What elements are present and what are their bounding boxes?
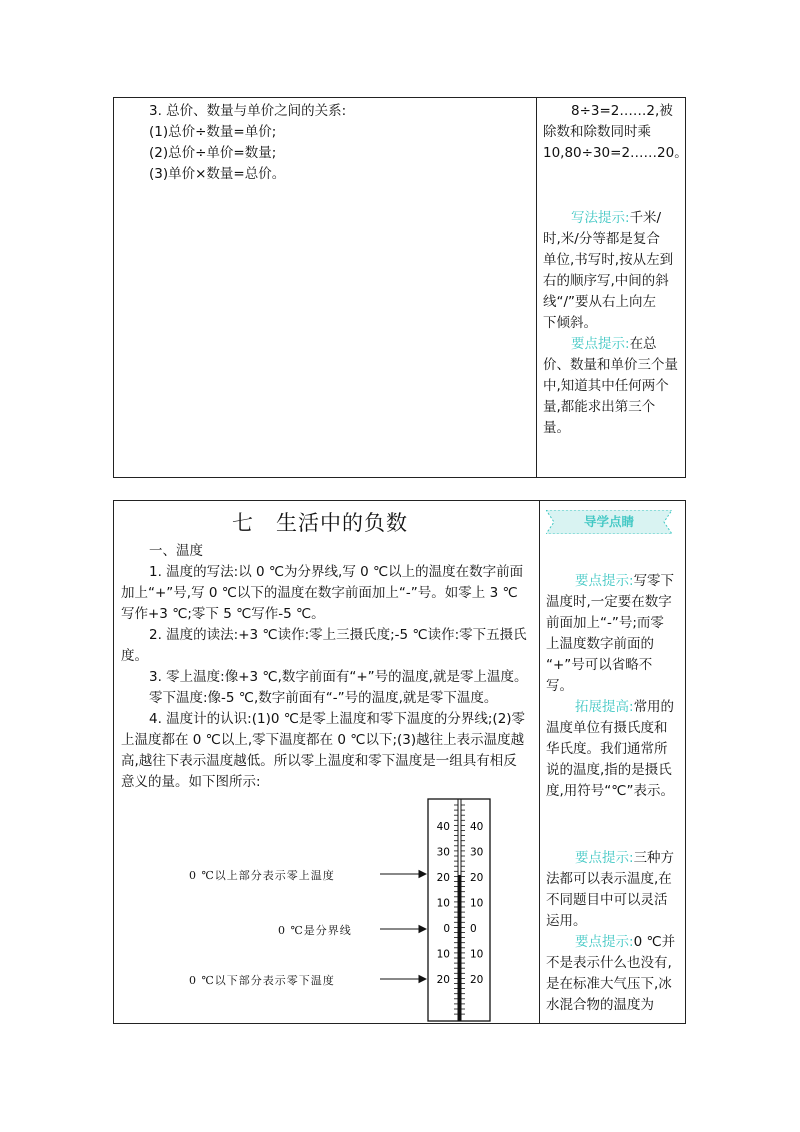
scale-number: 0 (443, 923, 450, 935)
side-hint-4: 要点提示:0 ℃并 (575, 934, 676, 950)
paragraph-line: 1. 温度的写法:以 0 ℃为分界线,写 0 ℃以上的温度在数字前面 (149, 564, 524, 580)
paragraph-line: 度。 (121, 648, 148, 664)
scale-number: 20 (436, 872, 450, 884)
relation-heading: 3. 总价、数量与单价之间的关系: (149, 103, 347, 119)
key-hint-line: 量,都能求出第三个 (543, 399, 656, 415)
side-hint-line: 法都可以表示温度,在 (546, 871, 672, 887)
scale-number: 20 (436, 974, 450, 986)
below-zero-label: 0 ℃以下部分表示零下温度 (189, 974, 335, 987)
side-hint-3: 要点提示:三种方 (575, 850, 675, 866)
scale-number: 20 (470, 974, 484, 986)
paragraph-line: 2. 温度的读法:+3 ℃读作:零上三摄氏度;-5 ℃读作:零下五摄氏 (149, 627, 527, 643)
scale-number: 10 (470, 897, 484, 910)
section-heading: 一、温度 (149, 543, 203, 559)
bottom-table-divider (539, 500, 540, 1024)
side-hint-1: 要点提示:写零下 (575, 573, 675, 589)
writing-hint-line: 线“/”要从右上向左 (543, 294, 657, 310)
hint-tag: 拓展提高: (575, 699, 634, 715)
hint-tag: 要点提示: (575, 850, 634, 866)
paragraph-line: 加上“+”号,写 0 ℃以下的温度在数字前面加上“-”号。如零上 3 ℃ (121, 585, 518, 601)
side-hint-line: 华氏度。我们通常所 (546, 741, 668, 757)
paragraph-line: 写作+3 ℃;零下 5 ℃写作-5 ℃。 (121, 606, 325, 622)
side-hint-2: 拓展提高:常用的 (575, 699, 675, 715)
scale-number: 30 (436, 846, 450, 859)
side-example-line: 除数和除数同时乘 (543, 124, 651, 140)
side-hint-line: 写。 (546, 678, 573, 694)
side-hint-line: “+”号可以省略不 (546, 657, 653, 673)
scale-number: 10 (436, 897, 450, 910)
thermometer-svg (380, 795, 500, 1025)
writing-hint-line: 右的顺序写,中间的斜 (543, 273, 669, 289)
scale-number: 10 (470, 948, 484, 961)
hint-tag: 要点提示: (575, 573, 634, 589)
writing-hint-line: 时,米/分等都是复合 (543, 231, 660, 247)
side-hint-line: 运用。 (546, 913, 587, 929)
hint-tag: 要点提示: (575, 934, 634, 950)
writing-hint: 写法提示:千米/ (571, 210, 662, 226)
key-hint-line: 量。 (543, 420, 570, 436)
hint-tag: 要点提示: (571, 336, 630, 352)
top-table-divider (536, 97, 537, 478)
key-hint-line: 价、数量和单价三个量 (543, 357, 678, 373)
side-hint-line: 水混合物的温度为 (546, 997, 654, 1013)
scale-number: 40 (436, 821, 450, 833)
banner-label: 导学点睛 (583, 514, 634, 529)
chapter-title: 七 生活中的负数 (232, 511, 408, 535)
writing-hint-line: 下倾斜。 (543, 315, 597, 331)
writing-hint-line: 单位,书写时,按从左到 (543, 252, 674, 268)
zero-line-label: 0 ℃是分界线 (278, 924, 352, 937)
hint-tag: 写法提示: (571, 210, 630, 226)
side-example-line: 10,80÷30=2……20。 (543, 145, 688, 161)
paragraph-line: 高,越往下表示温度越低。所以零上温度和零下温度是一组具有相反 (121, 753, 517, 769)
side-example-line: 8÷3=2……2,被 (571, 103, 673, 119)
above-zero-label: 0 ℃以上部分表示零上温度 (189, 869, 335, 882)
paragraph-line: 4. 温度计的认识:(1)0 ℃是零上温度和零下温度的分界线;(2)零 (149, 711, 526, 727)
side-hint-line: 度,用符号“℃”表示。 (546, 783, 674, 799)
paragraph-line: 3. 零上温度:像+3 ℃,数字前面有“+”号的温度,就是零上温度。 (149, 669, 528, 685)
paragraph-line: 零下温度:像-5 ℃,数字前面有“-”号的温度,就是零下温度。 (149, 690, 498, 706)
relation-3: (3)单价×数量=总价。 (149, 166, 286, 182)
side-hint-line: 前面加上“-”号;而零 (546, 615, 664, 631)
key-hint: 要点提示:在总 (571, 336, 657, 352)
side-hint-line: 不是表示什么也没有, (546, 955, 672, 971)
mercury-column (458, 875, 461, 1021)
guide-banner (546, 510, 672, 534)
scale-number: 30 (470, 846, 484, 859)
scale-number: 20 (470, 872, 484, 884)
side-hint-line: 温度单位有摄氏度和 (546, 720, 668, 736)
paragraph-line: 上温度都在 0 ℃以上,零下温度都在 0 ℃以下;(3)越往上表示温度越 (121, 732, 525, 748)
key-hint-line: 中,知道其中任何两个 (543, 378, 669, 394)
scale-number: 40 (470, 821, 484, 833)
relation-2: (2)总价÷单价=数量; (149, 145, 277, 161)
side-hint-line: 说的温度,指的是摄氏 (546, 762, 672, 778)
scale-number: 0 (470, 923, 477, 935)
paragraph-line: 意义的量。如下图所示: (121, 774, 261, 790)
side-hint-line: 不同题目中可以灵活 (546, 892, 668, 908)
side-hint-line: 上温度数字前面的 (546, 636, 654, 652)
side-hint-line: 是在标准大气压下,冰 (546, 976, 672, 992)
scale-number: 10 (436, 948, 450, 961)
side-hint-line: 温度时,一定要在数字 (546, 594, 672, 610)
relation-1: (1)总价÷数量=单价; (149, 124, 277, 140)
